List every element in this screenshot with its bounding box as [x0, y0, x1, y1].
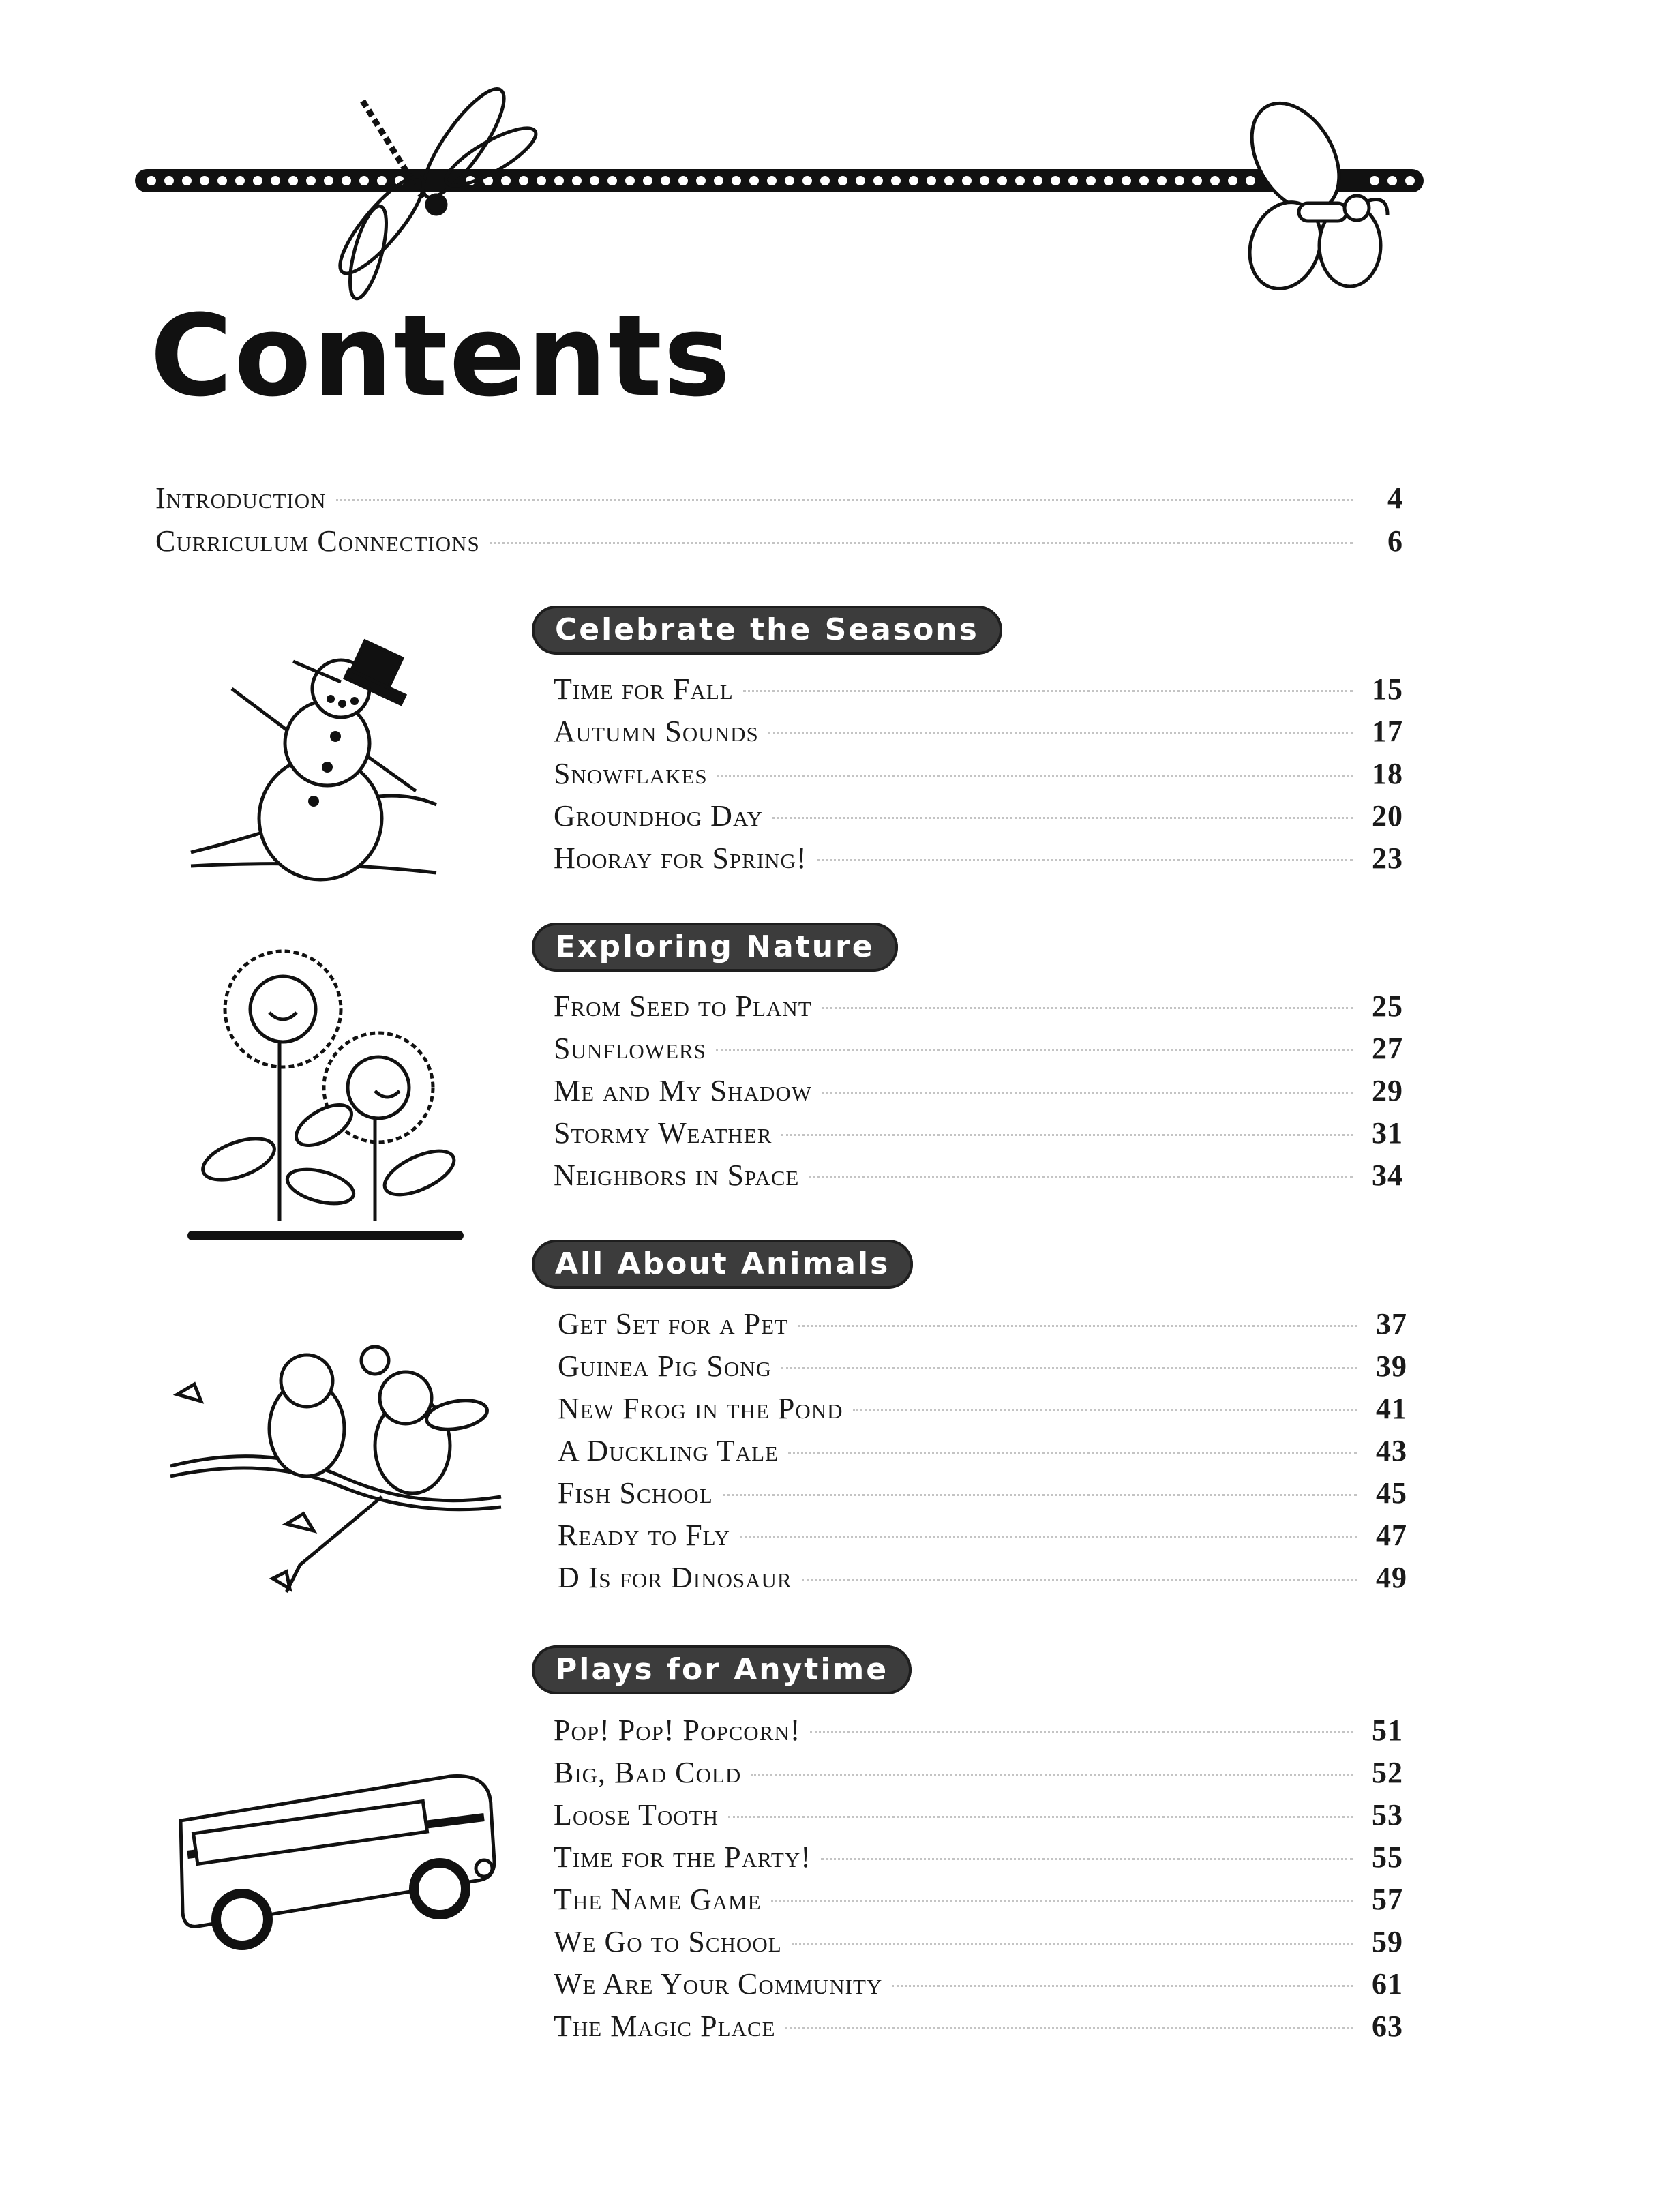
toc-row-introduction[interactable] — [155, 481, 1403, 522]
toc-item-page: 43 — [1376, 1434, 1407, 1467]
toc-item-page: 4 — [1387, 481, 1403, 515]
section-heading-animals: All About Animals — [532, 1240, 913, 1289]
toc-item-page: 20 — [1372, 799, 1403, 833]
dot-leader — [781, 1367, 1357, 1369]
dot-leader — [490, 542, 1353, 544]
toc-item-page: 61 — [1372, 1967, 1403, 2001]
toc-row[interactable] — [554, 989, 1403, 1030]
toc-row[interactable] — [554, 1967, 1403, 2007]
toc-item-label: Snowflakes — [554, 757, 708, 790]
toc-item-label: Pop! Pop! Popcorn! — [554, 1714, 801, 1747]
toc-item-label: Stormy Weather — [554, 1116, 772, 1150]
toc-item-page: 27 — [1372, 1032, 1403, 1065]
birds-on-branch-icon — [164, 1340, 505, 1606]
toc-item-label: Groundhog Day — [554, 799, 763, 833]
toc-item-page: 6 — [1387, 524, 1403, 558]
toc-item-page: 47 — [1376, 1519, 1407, 1552]
toc-row[interactable] — [558, 1476, 1407, 1516]
toc-item-page: 34 — [1372, 1159, 1403, 1192]
toc-item-page: 15 — [1372, 672, 1403, 706]
toc-item-page: 29 — [1372, 1074, 1403, 1107]
dot-leader — [772, 817, 1353, 819]
snowman-icon — [184, 627, 443, 886]
dot-leader — [716, 1049, 1353, 1051]
toc-row[interactable] — [558, 1349, 1407, 1390]
butterfly-icon — [1234, 88, 1387, 299]
sunflowers-icon — [184, 948, 470, 1248]
dot-leader — [792, 1943, 1353, 1945]
toc-row[interactable] — [554, 1924, 1403, 1965]
toc-row[interactable] — [554, 1882, 1403, 1923]
toc-item-label: We Go to School — [554, 1925, 782, 1958]
toc-row-curriculum-connections[interactable] — [155, 524, 1403, 565]
toc-row[interactable] — [554, 1713, 1403, 1754]
dot-leader — [728, 1816, 1353, 1818]
dot-leader — [822, 1092, 1353, 1094]
dot-leader — [809, 1176, 1353, 1178]
toc-item-label: A Duckling Tale — [558, 1434, 779, 1467]
toc-item-label: Autumn Sounds — [554, 715, 759, 748]
toc-row[interactable] — [554, 672, 1403, 713]
toc-item-page: 55 — [1372, 1840, 1403, 1874]
toc-item-page: 52 — [1372, 1756, 1403, 1789]
toc-row[interactable] — [554, 1116, 1403, 1156]
school-bus-icon — [170, 1766, 505, 1950]
toc-item-label: Get Set for a Pet — [558, 1307, 789, 1341]
toc-item-page: 41 — [1376, 1392, 1407, 1425]
toc-item-page: 25 — [1372, 989, 1403, 1023]
dot-leader — [723, 1494, 1357, 1496]
toc-item-page: 49 — [1376, 1561, 1407, 1594]
page-title: Contents — [150, 290, 732, 421]
dot-leader — [336, 499, 1353, 501]
toc-row[interactable] — [558, 1391, 1407, 1432]
toc-item-page: 39 — [1376, 1349, 1407, 1383]
toc-row[interactable] — [554, 841, 1403, 882]
toc-row[interactable] — [554, 1840, 1403, 1881]
toc-item-page: 18 — [1372, 757, 1403, 790]
toc-item-label: Ready to Fly — [558, 1519, 730, 1552]
toc-row[interactable] — [554, 2009, 1403, 2050]
toc-item-label: Big, Bad Cold — [554, 1756, 742, 1789]
toc-item-label: Hooray for Spring! — [554, 841, 807, 875]
section-heading-seasons: Celebrate the Seasons — [532, 606, 1002, 655]
dot-leader — [781, 1134, 1353, 1136]
toc-item-label: Time for the Party! — [554, 1840, 811, 1874]
dot-leader — [798, 1325, 1357, 1327]
toc-row[interactable] — [554, 1031, 1403, 1072]
dot-leader — [771, 1900, 1353, 1902]
dot-leader — [785, 2027, 1353, 2029]
dot-leader — [788, 1452, 1357, 1454]
toc-item-label: Neighbors in Space — [554, 1159, 800, 1192]
toc-item-label: Me and My Shadow — [554, 1074, 813, 1107]
toc-item-label: The Magic Place — [554, 2009, 776, 2043]
dot-leader — [743, 690, 1353, 692]
toc-item-page: 37 — [1376, 1307, 1407, 1341]
header-decoration — [0, 0, 1667, 314]
dot-leader — [817, 859, 1353, 861]
toc-row[interactable] — [554, 1755, 1403, 1796]
toc-item-label: The Name Game — [554, 1883, 762, 1916]
toc-row[interactable] — [558, 1433, 1407, 1474]
toc-item-label: Fish School — [558, 1476, 713, 1510]
dot-leader — [751, 1774, 1353, 1776]
dot-leader — [810, 1731, 1353, 1733]
toc-row[interactable] — [558, 1518, 1407, 1559]
dot-leader — [821, 1858, 1353, 1860]
toc-item-page: 53 — [1372, 1798, 1403, 1832]
dot-leader — [822, 1007, 1353, 1009]
toc-item-label: Introduction — [155, 481, 327, 515]
dot-leader — [740, 1536, 1357, 1538]
toc-item-label: We Are Your Community — [554, 1967, 883, 2001]
toc-item-label: New Frog in the Pond — [558, 1392, 843, 1425]
toc-item-page: 45 — [1376, 1476, 1407, 1510]
dot-leader — [717, 775, 1353, 777]
toc-item-page: 63 — [1372, 2009, 1403, 2043]
toc-row[interactable] — [554, 756, 1403, 797]
toc-row[interactable] — [558, 1306, 1407, 1347]
dot-leader — [802, 1579, 1357, 1581]
toc-item-label: Curriculum Connections — [155, 524, 480, 558]
toc-item-page: 31 — [1372, 1116, 1403, 1150]
toc-item-page: 51 — [1372, 1714, 1403, 1747]
toc-item-page: 23 — [1372, 841, 1403, 875]
toc-row[interactable] — [554, 798, 1403, 839]
toc-item-label: D Is for Dinosaur — [558, 1561, 792, 1594]
toc-item-label: Time for Fall — [554, 672, 734, 706]
dot-leader — [768, 732, 1353, 734]
toc-row[interactable] — [554, 1158, 1403, 1199]
toc-row[interactable] — [554, 714, 1403, 755]
toc-item-label: Sunflowers — [554, 1032, 706, 1065]
toc-row[interactable] — [554, 1073, 1403, 1114]
dot-leader — [892, 1985, 1353, 1987]
toc-row[interactable] — [554, 1797, 1403, 1838]
dot-leader — [853, 1409, 1357, 1411]
toc-item-label: Loose Tooth — [554, 1798, 719, 1832]
toc-row[interactable] — [558, 1560, 1407, 1601]
toc-item-label: From Seed to Plant — [554, 989, 812, 1023]
section-heading-plays: Plays for Anytime — [532, 1645, 912, 1694]
dotted-ribbon-icon — [135, 169, 1424, 192]
toc-item-page: 59 — [1372, 1925, 1403, 1958]
toc-item-label: Guinea Pig Song — [558, 1349, 772, 1383]
toc-item-page: 57 — [1372, 1883, 1403, 1916]
section-heading-nature: Exploring Nature — [532, 923, 898, 972]
toc-item-page: 17 — [1372, 715, 1403, 748]
